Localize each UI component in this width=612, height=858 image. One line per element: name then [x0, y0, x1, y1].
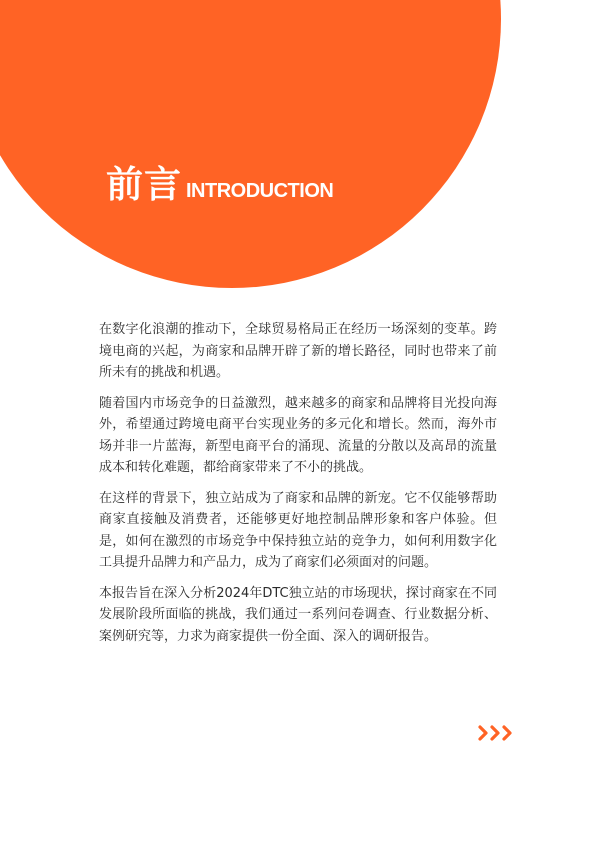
- hero-orange-circle: [0, 0, 501, 288]
- page-title: [106, 154, 333, 208]
- title-chinese: 前言: [106, 163, 182, 206]
- introduction-body: [99, 319, 497, 656]
- paragraph-4: 本报告旨在深入分析2024年DTC独立站的市场现状，探讨商家在不同发展阶段所面临的挑战，我们通过一系列问卷调查、行业数据分析、案例研究等，力求为商家提供一份全面、深入的调研报告。: [99, 585, 497, 644]
- title-english: INTRODUCTION: [186, 180, 334, 202]
- paragraph-3: 在这样的背景下，独立站成为了商家和品牌的新宠。它不仅能够帮助商家直接触及消费者，还能够更好地控制品牌形象和客户体验。但是，如何在激烈的市场竞争中保持独立站的竞争力，如何利用数字化工具提升品牌力和产品力，成为了商家们必须面对的问题。: [99, 490, 497, 570]
- triple-chevron-right-icon: [478, 724, 518, 742]
- paragraph-2: 随着国内市场竞争的日益激烈，越来越多的商家和品牌将目光投向海外，希望通过跨境电商平台实现业务的多元化和增长。然而，海外市场并非一片蓝海，新型电商平台的涌现、流量的分散以及高昂的流量成本和转化难题，都给商家带来了不小的挑战。: [99, 395, 497, 475]
- paragraph-1: 在数字化浪潮的推动下，全球贸易格局正在经历一场深刻的变革。跨境电商的兴起，为商家和品牌开辟了新的增长路径，同时也带来了前所未有的挑战和机遇。: [99, 322, 497, 380]
